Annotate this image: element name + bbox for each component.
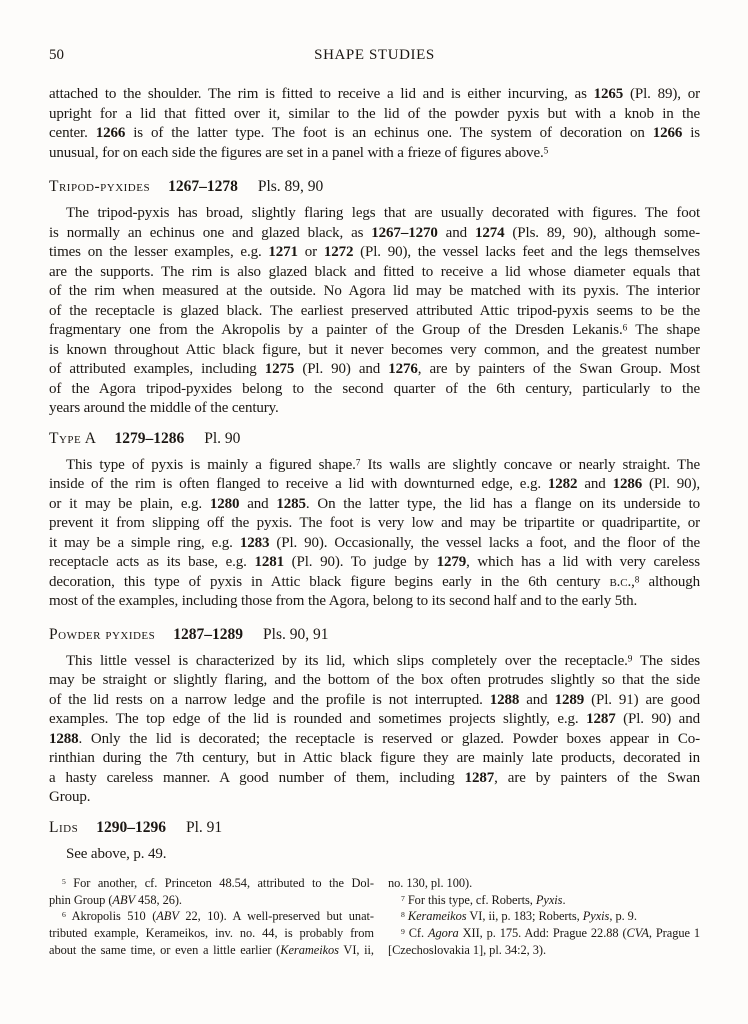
catalogue-range: 1290–1296: [96, 818, 166, 836]
text-run: This type of pyxis is mainly a figured shape.: [66, 456, 356, 473]
text-line: [49, 553, 700, 573]
text-run: 1285: [276, 495, 306, 512]
text-line: [49, 124, 700, 144]
catalogue-range: 1267–1278: [168, 178, 238, 195]
footnote-reference: 9: [627, 653, 633, 664]
text-run: 1283: [239, 534, 270, 551]
text-run: The tripod-pyxis has broad, slightly flaring legs that are usually decorated with figures. The foot: [66, 205, 700, 221]
text-run: (Pl. 90), the vessel lacks feet and the legs themselves: [353, 244, 700, 260]
text-run: prevent it from slipping off the pyxis. The foot is very low and may be tripartite or quadripartite, or: [49, 515, 700, 531]
text-line: [49, 908, 374, 925]
section-heading-type-a: [49, 429, 700, 449]
text-run: upright for a lid that fitted over it, similar to the lid of the powder pyxis but with a knob in the: [49, 105, 700, 122]
text-run: of the receptacle is glazed black. The earliest preserved attributed Attic tripod-pyxis seems to be the: [49, 302, 700, 319]
running-title: SHAPE STUDIES: [314, 47, 435, 63]
footnote-reference: 7: [401, 893, 405, 903]
text-run: .: [562, 892, 566, 907]
text-line: [49, 399, 700, 419]
text-run: (Pl. 90). Occasionally, the vessel lacks a foot, and the floor of the: [269, 534, 700, 551]
text-line: [49, 942, 374, 959]
footnote-reference: 6: [62, 910, 66, 920]
section-title: Tripod-pyxides: [49, 178, 151, 195]
text-run: a hasty careless manner. A good number of them, including: [49, 769, 465, 786]
text-line: [49, 514, 700, 534]
text-line: [49, 243, 700, 263]
text-run: inside of the rim is often flanged to receive a lid with downturned edge, e.g.: [49, 476, 548, 492]
text-run: of the Agora tripod-pyxides belong to the second quarter of the 6th century, particularly to the: [49, 380, 700, 397]
text-run: Kerameikos: [280, 942, 339, 957]
text-run: , p. 9.: [609, 909, 637, 924]
text-line: [49, 282, 700, 302]
text-run: Cf.: [404, 926, 428, 941]
text-run: The sides: [632, 652, 700, 669]
text-run: is known throughout Attic black figure, but it never becomes very common, and the greatest number: [49, 341, 700, 358]
text-run: or: [297, 244, 324, 260]
text-line: [49, 302, 700, 322]
text-run: years around the middle of the century.: [49, 400, 279, 416]
text-line: [49, 710, 700, 730]
text-run: and: [519, 691, 555, 708]
text-run: receptacle acts as its base, e.g.: [49, 554, 255, 570]
text-run: rinthian during the 7th century, but in Attic black figure they are mainly late products, decorated in: [49, 750, 700, 766]
text-line: [49, 652, 700, 672]
text-run: The shape: [627, 322, 700, 338]
text-run: fragmentary one from the Akropolis by a painter of the Group of the Dresden Lekanis.: [49, 322, 623, 338]
text-run: examples. The top edge of the lid is rounded and sometimes projects slightly, e.g.: [49, 711, 587, 727]
text-run: ABV: [112, 892, 135, 907]
text-run: unusual, for on each side the figures are set in a panel with a frieze of figures above.: [49, 144, 544, 161]
text-line: [49, 730, 700, 750]
paragraph-see-above: [49, 845, 700, 865]
text-run: 1272: [323, 244, 354, 260]
text-run: . Only the lid is decorated; the receptacle is reserved or glazed. Powder boxes appear in Co-: [78, 730, 700, 747]
text-run: 1282: [547, 476, 578, 492]
text-run: 1279: [436, 554, 467, 570]
text-line: [49, 321, 700, 341]
text-run: ABV: [156, 909, 179, 924]
running-header: [49, 47, 700, 65]
section-title: Type A: [49, 429, 97, 447]
plate-reference: Pl. 90: [204, 429, 241, 447]
text-run: For another, cf. Princeton 48.54, attributed to the Dol-: [65, 876, 374, 890]
text-run: Group.: [49, 789, 91, 805]
text-line: [49, 691, 700, 711]
footnote-column-left: [49, 875, 374, 959]
text-run: attached to the shoulder. The rim is fitted to receive a lid and is either incurving, as: [49, 86, 594, 102]
text-run: 1266: [95, 125, 126, 141]
text-run: is: [682, 125, 700, 141]
text-run: 1280: [209, 495, 240, 512]
text-run: , which has a lid with very careless: [466, 554, 700, 570]
text-run: (Pls. 89, 90), although some-: [504, 224, 701, 241]
text-run: and: [239, 495, 277, 512]
text-line: [49, 360, 700, 380]
text-run: and: [577, 476, 613, 492]
text-run: of the rim when measured at the outside. No Agora lid may be matched with its pyxis. The interior: [49, 283, 700, 299]
paragraph-intro: [49, 85, 700, 163]
text-run: Pyxis: [535, 892, 563, 907]
text-line: [49, 456, 700, 476]
text-run: See above, p. 49.: [66, 845, 167, 862]
text-run: (Pl. 89), or: [623, 86, 700, 102]
text-run: , are by painters of the Swan Group. Most: [417, 361, 701, 377]
text-run: 1281: [254, 554, 284, 570]
text-run: Agora: [427, 926, 459, 941]
text-line: [388, 908, 700, 925]
text-line: [49, 534, 700, 554]
section-heading-powder-pyxides: [49, 625, 700, 645]
text-run: is normally an echinus one and glazed black, as: [49, 224, 372, 241]
text-run: and: [437, 224, 475, 241]
text-run: tributed example, Kerameikos, inv. no. 44, is probably from: [49, 926, 374, 941]
paragraph-powder-pyxides: [49, 652, 700, 808]
text-run: VI, ii,: [338, 942, 374, 957]
text-run: Pyxis: [582, 909, 610, 924]
text-run: CVA: [626, 926, 649, 941]
text-run: although: [639, 573, 700, 590]
footnote-reference: 7: [355, 457, 361, 468]
text-line: [49, 380, 700, 400]
text-run: 22, 10). A well-preserved but unat-: [178, 909, 374, 924]
footnote-reference: 6: [622, 323, 628, 334]
text-line: [388, 892, 700, 909]
text-line: [49, 925, 374, 942]
text-line: [49, 204, 700, 224]
footnote-reference: 8: [401, 910, 405, 920]
text-line: [388, 942, 700, 959]
section-heading-tripod-pyxides: [49, 177, 700, 197]
text-run: 1276: [388, 361, 418, 377]
text-run: Kerameikos: [407, 909, 467, 924]
catalogue-range: 1279–1286: [114, 429, 185, 447]
text-line: [388, 875, 700, 892]
text-line: [49, 671, 700, 691]
text-line: [49, 341, 700, 361]
text-run: 1288: [489, 691, 520, 708]
text-run: 1274: [474, 224, 505, 241]
text-run: may be straight or slightly flaring, and the bottom of the box often protrudes slightly so that the side: [49, 672, 700, 688]
text-run: phin Group (: [49, 892, 113, 907]
text-run: is of the latter type. The foot is an echinus one. The system of decoration on: [125, 125, 653, 141]
footnote-reference: 5: [543, 145, 549, 156]
section-title: Powder pyxides: [49, 625, 156, 643]
text-line: [49, 875, 374, 892]
text-run: 1271: [268, 244, 298, 260]
text-run: are the supports. The rim is also glazed black and fitted to receive a lid whose diameter equals that: [49, 263, 700, 280]
catalogue-range: 1287–1289: [173, 625, 244, 643]
text-run: center.: [49, 125, 96, 141]
text-run: Its walls are slightly concave or nearly straight. The: [360, 456, 700, 473]
text-line: [388, 925, 700, 942]
text-run: , are by painters of the Swan: [494, 769, 700, 786]
text-run: 1265: [593, 86, 624, 102]
page-number: 50: [49, 47, 64, 63]
text-line: [49, 224, 700, 244]
text-run: 1275: [264, 361, 295, 377]
paragraph-type-a: [49, 456, 700, 612]
text-run: 1288: [49, 730, 79, 747]
text-line: [49, 845, 700, 865]
plate-reference: Pls. 89, 90: [257, 178, 324, 195]
text-run: it may be a simple ring, e.g.: [49, 534, 240, 551]
text-run: 1287: [464, 769, 495, 786]
text-run: (Pl. 91) are good: [584, 691, 700, 708]
text-run: or it may be plain, e.g.: [49, 495, 210, 512]
text-run: b.c.: [609, 573, 632, 590]
text-run: of attributed examples, including: [49, 361, 265, 377]
text-run: VI, ii, p. 183; Roberts,: [466, 909, 583, 924]
text-run: 1289: [554, 691, 585, 708]
text-run: decoration, this type of pyxis in Attic black figure begins early in the 6th century: [49, 573, 610, 590]
footnotes: [49, 875, 700, 959]
text-run: most of the examples, including those from the Agora, belong to its second half and to the early 5th.: [49, 593, 638, 609]
text-line: [49, 475, 700, 495]
text-line: [49, 85, 700, 105]
section-heading-lids: [49, 818, 700, 838]
text-line: [49, 769, 700, 789]
text-line: [49, 788, 700, 808]
text-run: For this type, cf. Roberts,: [404, 892, 536, 907]
text-run: ,: [631, 573, 635, 590]
text-run: about the same time, or even a little earlier (: [49, 942, 281, 957]
text-line: [49, 495, 700, 515]
text-run: 1267–1270: [371, 224, 438, 241]
text-run: times on the lesser examples, e.g.: [49, 244, 269, 260]
footnote-reference: 8: [634, 574, 640, 585]
text-run: XII, p. 175. Add: Prague 22.88 (: [458, 926, 627, 941]
text-run: of the lid rests on a narrow ledge and the profile is not interrupted.: [49, 691, 490, 708]
text-line: [49, 144, 700, 164]
plate-reference: Pl. 91: [185, 818, 223, 836]
footnote-column-right: [388, 875, 700, 959]
text-run: (Pl. 90). To judge by: [283, 554, 437, 570]
text-line: [49, 105, 700, 125]
text-run: Akropolis 510 (: [65, 909, 157, 924]
text-run: (Pl. 90) and: [294, 361, 389, 377]
footnote-reference: 9: [401, 927, 405, 937]
text-run: 458, 26).: [134, 892, 182, 907]
text-run: , Prague 1: [648, 926, 700, 941]
text-run: 1287: [586, 711, 616, 727]
text-run: no. 130, pl. 100).: [388, 876, 473, 890]
paragraph-tripod-pyxides: [49, 204, 700, 419]
text-run: 1286: [612, 476, 643, 492]
text-line: [49, 263, 700, 283]
text-line: [49, 892, 374, 909]
plate-reference: Pls. 90, 91: [263, 625, 329, 643]
section-title: Lids: [49, 818, 79, 836]
text-run: [Czechoslovakia 1], pl. 34:2, 3).: [388, 942, 547, 957]
text-run: (Pl. 90) and: [615, 711, 700, 727]
text-run: . On the latter type, the lid has a flange on its underside to: [305, 495, 700, 512]
text-run: (Pl. 90),: [642, 476, 700, 492]
footnote-reference: 5: [62, 877, 66, 887]
text-run: This little vessel is characterized by its lid, which slips completely over the receptacle.: [66, 652, 628, 669]
text-run: 1266: [652, 125, 683, 141]
text-line: [49, 592, 700, 612]
text-line: [49, 749, 700, 769]
text-line: [49, 573, 700, 593]
